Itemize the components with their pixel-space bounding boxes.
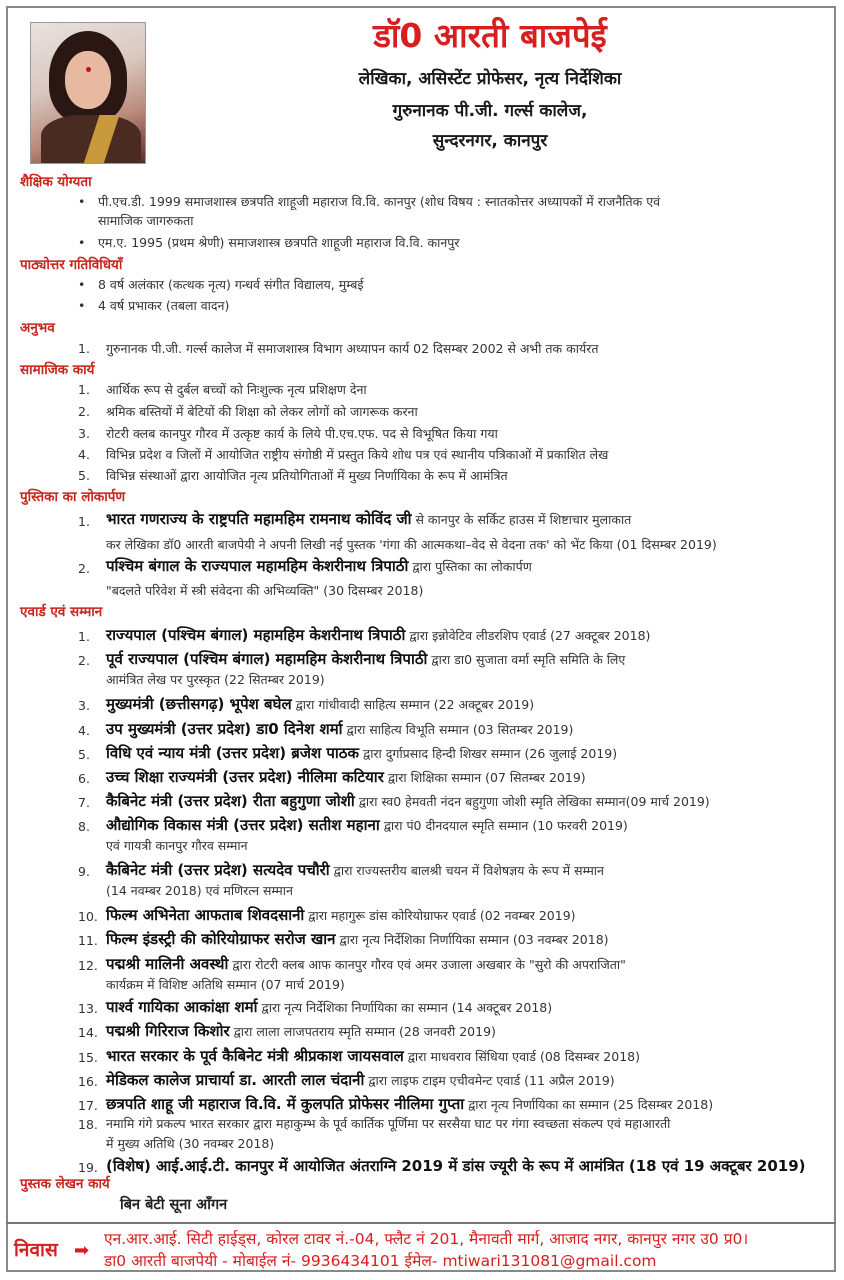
social-item: विभिन्न संस्थाओं द्वारा आयोजित नृत्य प्रतियोगिताओं में मुख्य निर्णायिका के रूप में आमंत्रित bbox=[106, 468, 508, 483]
award-number: 16. bbox=[78, 1074, 98, 1089]
social-item: आर्थिक रूप से दुर्बल बच्चों को निःशुल्क नृत्य प्रशिक्षण देना bbox=[106, 382, 367, 397]
section-awards: एवार्ड एवं सम्मान bbox=[20, 604, 103, 620]
book-title: बिन बेटी सूना आँगन bbox=[120, 1197, 228, 1213]
award-item: फिल्म इंडस्ट्री की कोरियोग्राफर सरोज खान द्वारा नृत्य निर्देशिका निर्णायिका सम्मान (03 नवम्बर 2018) bbox=[106, 930, 609, 948]
person-name: डॉ0 आरती बाजपेई bbox=[373, 16, 607, 55]
award-item-cont: कार्यक्रम में विशिष्ट अतिथि सम्मान (07 मार्च 2019) bbox=[106, 977, 345, 992]
award-item: उप मुख्यमंत्री (उत्तर प्रदेश) डा0 दिनेश शर्मा द्वारा साहित्य विभूति सम्मान (03 सितम्बर 2019) bbox=[106, 720, 574, 738]
contact-info: डा0 आरती बाजपेयी - मोबाईल नं- 9936434101 ईमेल- mtiwari131081@gmail.com bbox=[104, 1252, 657, 1270]
award-item: पद्मश्री गिरिराज किशोर द्वारा लाला लाजपतराय स्मृति सम्मान (28 जनवरी 2019) bbox=[106, 1022, 496, 1040]
award-number: 6. bbox=[78, 771, 90, 786]
award-item: विधि एवं न्याय मंत्री (उत्तर प्रदेश) ब्रजेश पाठक द्वारा दुर्गाप्रसाद हिन्दी शिखर सम्मान (26 जुलाई 2019) bbox=[106, 744, 618, 762]
award-number: 1. bbox=[78, 629, 90, 644]
launch-item-cont: कर लेखिका डॉ0 आरती बाजपेयी ने अपनी लिखी नई पुस्तक 'गंगा की आत्मकथा–वेद से वेदना तक' को भेंट किया (01 दिसम्बर 2019) bbox=[106, 537, 717, 552]
award-number: 4. bbox=[78, 723, 90, 738]
profile-photo bbox=[30, 22, 146, 164]
award-item: (विशेष) आई.आई.टी. कानपुर में आयोजित अंतराग्नि 2019 में डांस ज्यूरी के रूप में आमंत्रित (18 एवं 19 अक्टूबर 2019) bbox=[106, 1157, 806, 1175]
award-number: 7. bbox=[78, 795, 90, 810]
section-social: सामाजिक कार्य bbox=[20, 362, 95, 378]
footer-divider bbox=[6, 1222, 836, 1224]
award-item: पूर्व राज्यपाल (पश्चिम बंगाल) महामहिम केशरीनाथ त्रिपाठी द्वारा डा0 सुजाता वर्मा स्मृति समिति के लिए bbox=[106, 650, 626, 668]
award-item-cont: में मुख्य अतिथि (30 नवम्बर 2018) bbox=[106, 1136, 275, 1151]
college-name: गुरुनानक पी.जी. गर्ल्स कालेज, bbox=[392, 101, 588, 121]
section-experience: अनुभव bbox=[20, 320, 55, 336]
arrow-right-icon: ➡ bbox=[74, 1240, 90, 1261]
social-item: श्रमिक बस्तियों में बेटियों की शिक्षा को लेकर लोगों को जागरूक करना bbox=[106, 404, 418, 419]
award-number: 17. bbox=[78, 1098, 98, 1113]
list-item: • 8 वर्ष अलंकार (कत्थक नृत्य) गन्धर्व संगीत विद्यालय, मुम्बई bbox=[78, 277, 364, 292]
award-number: 8. bbox=[78, 819, 90, 834]
section-books: पुस्तक लेखन कार्य bbox=[20, 1176, 110, 1192]
award-number: 18. bbox=[78, 1117, 98, 1132]
list-item: • एम.ए. 1995 (प्रथम श्रेणी) समाजशास्त्र छत्रपति शाहूजी महाराज वि.वि. कानपुर bbox=[78, 235, 460, 250]
section-launch: पुस्तिका का लोकार्पण bbox=[20, 489, 126, 505]
launch-item: पश्चिम बंगाल के राज्यपाल महामहिम केशरीनाथ त्रिपाठी द्वारा पुस्तिका का लोकार्पण bbox=[106, 557, 532, 575]
award-number: 19. bbox=[78, 1160, 98, 1175]
award-item: मेडिकल कालेज प्राचार्या डा. आरती लाल चंदानी द्वारा लाइफ टाइम एचीवमेन्ट एवार्ड (11 अप्रैल 2019) bbox=[106, 1071, 615, 1089]
section-education: शैक्षिक योग्यता bbox=[20, 174, 92, 190]
award-item: भारत सरकार के पूर्व कैबिनेट मंत्री श्रीप्रकाश जायसवाल द्वारा माधवराव सिंधिया एवार्ड (08 दिसम्बर 2018) bbox=[106, 1047, 641, 1065]
award-number: 15. bbox=[78, 1050, 98, 1065]
award-number: 5. bbox=[78, 747, 90, 762]
social-item: विभिन्न प्रदेश व जिलों में आयोजित राष्ट्रीय संगोष्ठी में प्रस्तुत किये शोध पत्र एवं स्थानीय पत्रिकाओं में प्रकाशित लेख bbox=[106, 447, 609, 462]
award-number: 9. bbox=[78, 864, 90, 879]
award-item: कैबिनेट मंत्री (उत्तर प्रदेश) सत्यदेव पचौरी द्वारा राज्यस्तरीय बालश्री चयन में विशेषज्ञय के रूप में सम्मान bbox=[106, 861, 604, 879]
launch-item: भारत गणराज्य के राष्ट्रपति महामहिम रामनाथ कोविंद जी से कानपुर के सर्किट हाउस में शिष्टाचार मुलाकात bbox=[106, 510, 632, 528]
award-number: 2. bbox=[78, 653, 90, 668]
college-location: सुन्दरनगर, कानपुर bbox=[432, 131, 548, 151]
award-number: 3. bbox=[78, 698, 90, 713]
award-number: 10. bbox=[78, 909, 98, 924]
award-item: राज्यपाल (पश्चिम बंगाल) महामहिम केशरीनाथ त्रिपाठी द्वारा इन्नोवेटिव लीडरशिप एवार्ड (27 अक्टूबर 2018) bbox=[106, 626, 651, 644]
social-item: रोटरी क्लब कानपुर गौरव में उत्कृष्ट कार्य के लिये पी.एच.एफ. पद से विभूषित किया गया bbox=[106, 426, 498, 441]
section-extra: पाठ्योत्तर गतिविधियाँ bbox=[20, 257, 123, 273]
experience-item: गुरुनानक पी.जी. गर्ल्स कालेज में समाजशास्त्र विभाग अध्यापन कार्य 02 दिसम्बर 2002 से अभी तक कार्यरत bbox=[106, 341, 599, 356]
award-item: छत्रपति शाहू जी महाराज वि.वि. में कुलपति प्रोफेसर नीलिमा गुप्ता द्वारा नृत्य निर्णायिका का सम्मान (25 दिसम्बर 2018) bbox=[106, 1095, 714, 1113]
award-item: फिल्म अभिनेता आफताब शिवदसानी द्वारा महागुरू डांस कोरियोग्राफर एवार्ड (02 नवम्बर 2019) bbox=[106, 906, 576, 924]
award-item-cont: एवं गायत्री कानपुर गौरव सम्मान bbox=[106, 838, 248, 853]
designation: लेखिका, असिस्टेंट प्रोफेसर, नृत्य निर्देशिका bbox=[358, 69, 622, 89]
award-item: औद्योगिक विकास मंत्री (उत्तर प्रदेश) सतीश महाना द्वारा पं0 दीनदयाल स्मृति सम्मान (10 फरवरी 2019) bbox=[106, 816, 628, 834]
list-item-cont: सामाजिक जागरुकता bbox=[98, 213, 194, 228]
award-item: मुख्यमंत्री (छत्तीसगढ़) भूपेश बघेल द्वारा गांधीवादी साहित्य सम्मान (22 अक्टूबर 2019) bbox=[106, 695, 535, 713]
award-item: पार्श्व गायिका आकांक्षा शर्मा द्वारा नृत्य निर्देशिका निर्णायिका का सम्मान (14 अक्टूबर 2018) bbox=[106, 998, 553, 1016]
award-item-cont: (14 नवम्बर 2018) एवं मणिरत्न सम्मान bbox=[106, 883, 293, 898]
residence-label: निवास bbox=[14, 1239, 58, 1261]
award-item: पद्मश्री मालिनी अवस्थी द्वारा रोटरी क्लब आफ कानपुर गौरव एवं अमर उजाला अखबार के "सुरो की अपराजिता" bbox=[106, 955, 626, 973]
award-item-cont: आमंत्रित लेख पर पुरस्कृत (22 सितम्बर 2019) bbox=[106, 672, 325, 687]
award-item: उच्च शिक्षा राज्यमंत्री (उत्तर प्रदेश) नीलिमा कटियार द्वारा शिक्षिका सम्मान (07 सितम्बर 2019) bbox=[106, 768, 586, 786]
residence-address: एन.आर.आई. सिटी हाईड्स, कोरल टावर नं.-04, फ्लैट नं 201, मैनावती मार्ग, आजाद नगर, कानपुर नगर उ0 प्र0। bbox=[104, 1230, 749, 1248]
award-number: 12. bbox=[78, 958, 98, 973]
list-item: • पी.एच.डी. 1999 समाजशास्त्र छत्रपति शाहूजी महाराज वि.वि. कानपुर (शोध विषय : स्नातकोत्तर अध्यापकों में राजनैतिक एवं bbox=[78, 194, 661, 209]
award-number: 14. bbox=[78, 1025, 98, 1040]
award-item: कैबिनेट मंत्री (उत्तर प्रदेश) रीता बहुगुणा जोशी द्वारा स्व0 हेमवती नंदन बहुगुणा जोशी स्मृति लेखिका सम्मान(09 मार्च 2019) bbox=[106, 792, 710, 810]
award-number: 11. bbox=[78, 933, 98, 948]
list-item: • 4 वर्ष प्रभाकर (तबला वादन) bbox=[78, 298, 230, 313]
award-item: नमामि गंगे प्रकल्प भारत सरकार द्वारा महाकुम्भ के पूर्व कार्तिक पूर्णिमा पर सरसैया घाट पर गंगा स्वच्छता संकल्प एवं महाआरती bbox=[106, 1116, 671, 1131]
launch-item-cont: "बदलते परिवेश में स्त्री संवेदना की अभिव्यक्ति" (30 दिसम्बर 2018) bbox=[106, 583, 424, 598]
award-number: 13. bbox=[78, 1001, 98, 1016]
